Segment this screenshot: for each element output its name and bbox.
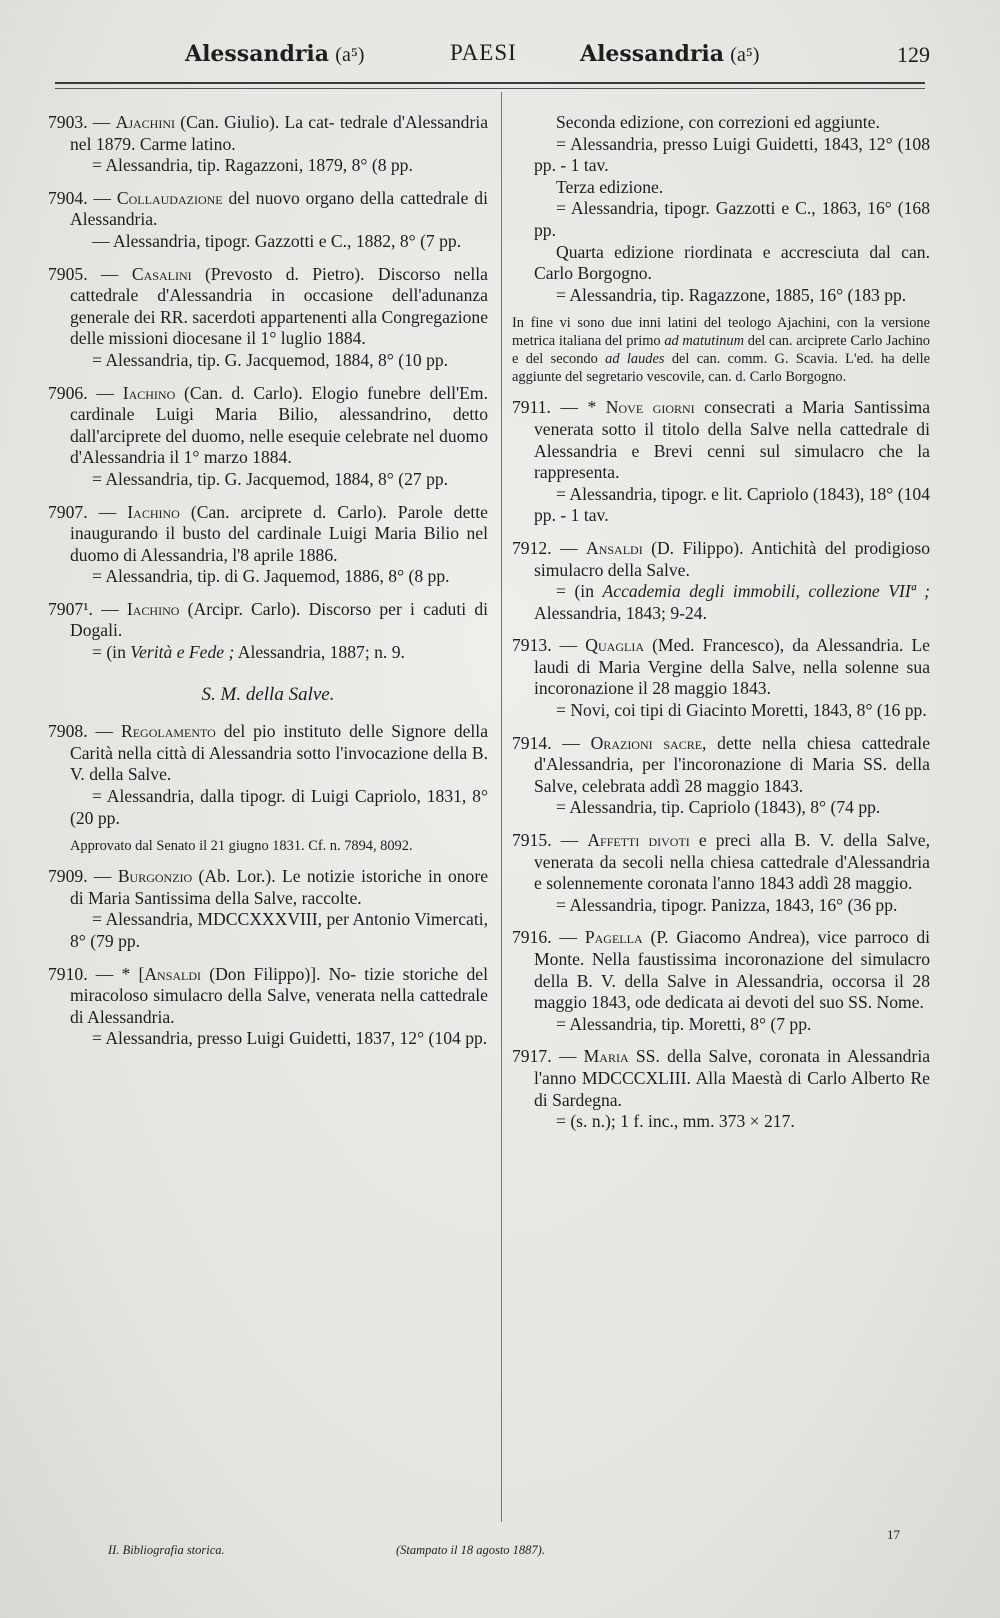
entry-imprint: = (s. n.); 1 f. inc., mm. 373 × 217. [556,1111,795,1132]
entry-7909 [48,866,488,952]
footer-section-label: II. Bibliografia storica. [108,1543,225,1557]
entry-7917 [512,1046,930,1132]
entry-imprint: = Alessandria, tipogr. Panizza, 1843, 16° (36 pp. [556,894,898,915]
entry-text [512,927,930,1013]
entry-imprint: = Alessandria, MDCCXXXVIII, per Antonio Vimercati, 8° (79 pp. [70,909,488,951]
entry-imprint: = Alessandria, presso Luigi Guidetti, 1843, 12° (108 pp. - 1 tav. [534,133,930,176]
entry-imprint [48,642,488,664]
entry-author: Affetti divoti [587,830,690,851]
entry-author: Pagella [584,927,643,948]
entry-imprint: — Alessandria, tipogr. Gazzotti e C., 1882, 8° (7 pp. [92,230,462,251]
header-right-title: Alessandria [580,41,725,67]
entry-text [48,383,488,469]
entry-title-start: (Prevosto d. Pietro). [204,263,365,284]
entry-7905 [48,264,488,372]
entry-number: 7916. — [512,927,578,948]
left-column [48,112,488,1061]
entry-author: Collaudazione [116,187,223,208]
entry-title-start: (Can. d. Carlo). Elogio [184,382,359,403]
entry-author: Iachino [126,598,180,619]
entry-title-rest: tedrale d'Alessandria nel 1879. Carme latino. [70,112,489,154]
entry-imprint: = Alessandria, tip. di G. Jaquemod, 1886, 8° (8 pp. [92,566,450,587]
entry-imprint: = Alessandria, tip. G. Jacquemod, 1884, 8° (10 pp. [92,349,449,370]
entry-title-start: (Don Filippo)]. No- [209,963,357,984]
entry-imprint: = Alessandria, tip. G. Jacquemod, 1884, 8° (27 pp. [92,468,449,489]
entry-number: 7909. — [48,866,112,887]
entry-text [48,188,488,231]
entry-title-rest: Santissima venerata sotto il titolo della Salve nella cattedrale di Alessandria e Brevi cenni sul simulacro che la rappresenta. [534,397,931,483]
entry-note: Approvato dal Senato il 21 giugno 1831. Cf. n. 7894, 8092. [70,838,413,855]
entry-text [48,264,488,350]
entry-imprint: = Alessandria, tip. Ragazzoni, 1879, 8° (8 pp. [92,155,413,176]
entry-number: 7903. — [48,112,111,132]
entry-author: Maria [583,1046,629,1067]
entry-author: Ansaldi [585,537,643,558]
entry-title-rest: in Alessandria l'anno MDCCCXLIII. Alla Maestà di Carlo Alberto Re di Sardegna. [534,1046,931,1110]
page-number: 129 [897,42,930,67]
entry-text [512,397,930,483]
entry-title-start: (Can. Giulio). La cat- [180,112,335,132]
entry-imprint: = Alessandria, tipogr. Gazzotti e C., 1863, 16° (168 pp. [534,198,930,240]
header-rule-thin [55,88,925,89]
header-right [580,40,759,68]
entry-number: 7913. — [512,635,578,656]
entry-imprint: = Alessandria, tip. Moretti, 8° (7 pp. [556,1013,812,1034]
note-italic: ad matutinum [664,333,744,350]
edition-statement: Terza edizione. [556,176,664,197]
entry-7907-1 [48,599,488,664]
footer-signature-mark: 17 [887,1527,900,1542]
entry-title-rest: vice parroco di Monte. Nella faustissima incoronazione del simulacro della B. V. della Salve in Alessandria, occorsa il 28 maggio 1843, ode dedicata ai devoti del suo SS. Nome. [534,927,931,1013]
entry-title-rest: Discorso nella cattedrale d'Alessandria in occasione dell'adunanza generale dei RR. sacerdoti appartenenti alla Congregazione delle missioni diocesane il 1° luglio 1884. [70,263,488,349]
entry-7906 [48,383,488,491]
entry-imprint: = Alessandria, tip. Ragazzone, 1885, 16° (183 pp. [556,284,907,305]
entry-title-start: (Can. arciprete d. Carlo). [190,501,387,522]
entry-title-rest: del prodigioso simulacro della Salve. [534,537,931,580]
entry-text [512,1046,930,1111]
entry-title-start: del pio instituto delle [223,721,384,742]
entry-title-start: dette nella chiesa [717,732,851,753]
entry-author: Nove giorni [605,397,695,418]
entry-title-start: consecrati a Maria [704,397,845,418]
header-right-sup: (a⁵) [730,44,760,66]
entry-title-rest: Signore della Carità nella città di Alessandria sotto l'invocazione della B. V. della Salve. [70,721,489,785]
entry-author: Quaglia [585,635,644,656]
entry-imprint: = Novi, coi tipi di Giacinto Moretti, 1843, 8° (16 pp. [556,700,927,721]
imprint-periodical: Verità e Fede ; [130,642,235,663]
entry-text [48,964,488,1029]
note-text: In fine vi sono due inni latini del teologo Ajachini, con la versione metrica italiana del primo [512,315,930,350]
entry-imprint: = Alessandria, tipogr. e lit. Capriolo (1843), 18° (104 pp. - 1 tav. [534,483,930,526]
entry-text [512,538,930,581]
entry-text [512,830,930,895]
entry-7916 [512,927,930,1035]
imprint-prefix: = (in [92,642,126,663]
right-column [512,112,930,1144]
entry-7904 [48,188,488,253]
entry-title-rest: della cattedrale di Alessandria. [70,187,488,230]
entry-number: 7907. — [48,501,117,522]
imprint-suffix: Alessandria, 1887; n. 9. [237,642,405,663]
column-divider [501,92,502,1522]
entry-number: 7904. — [48,187,112,208]
entry-number: 7907¹. — [48,598,119,619]
note-text: del can. arciprete Carlo Jachino e del secondo [512,333,930,368]
entry-imprint: = Alessandria, presso Luigi Guidetti, 1837, 12° (104 pp. [92,1028,488,1049]
entry-author: Burgonzio [117,866,193,887]
entry-number: 7908. — [48,721,114,742]
footer-print-date: (Stampato il 18 agosto 1887). [396,1543,545,1557]
entry-number: 7905. — [48,263,119,284]
imprint-suffix: Alessandria, 1843; 9-24. [534,602,707,623]
entry-text [48,721,488,786]
entry-7908 [48,721,488,855]
note-text: del can. comm. G. Scavia. L'ed. ha delle aggiunte del segretario vescovile, can. d. Carlo Borgogno. [512,351,930,386]
entry-text [512,733,930,798]
entry-author: Orazioni sacre, [590,732,707,753]
entry-author: Ajachini [115,112,176,132]
header-rule [55,82,925,84]
entry-title-start: del nuovo organo [228,187,355,208]
entry-title-rest: istoriche in onore di Maria Santissima della Salve, raccolte. [70,866,489,908]
entry-author: Casalini [131,263,192,284]
entry-number: 7912. — [512,537,578,558]
entry-title-start: (P. Giacomo Andrea), [650,927,810,948]
entry-7911 [512,397,930,527]
entry-author: [Ansaldi [138,963,202,984]
entry-7915 [512,830,930,916]
entry-title-start: (Ab. Lor.). Le notizie [198,866,355,887]
entry-text [48,599,488,642]
header-left [185,40,364,68]
entry-7913 [512,635,930,721]
entry-imprint [512,581,930,624]
header-left-title: Alessandria [185,41,330,67]
entry-title-rest: della Salve, venerata da secoli nella chiesa cattedrale d'Alessandria e solennemente coronata l'anno 1843 addì 28 maggio. [534,830,931,894]
entry-title-rest: Alessandria. Le laudi di Maria Vergine della Salve, nella solenne sua incoronazione il 28 maggio 1843. [534,635,930,699]
entry-7903 [48,112,488,177]
entry-number: 7911. — * [512,397,597,418]
edition-statement: Quarta edizione riordinata e accresciuta dal can. Carlo Borgogno. [534,241,930,284]
entry-text [48,502,488,567]
entry-number: 7915. — [512,830,579,851]
entry-author: Iachino [122,382,176,403]
entry-imprint: = Alessandria, tip. Capriolo (1843), 8° (74 pp. [556,797,881,818]
imprint-periodical: Accademia degli immobili, collezione VIIª ; [602,581,930,602]
entry-number: 7906. — [48,382,114,403]
entry-title-rest: tizie storiche del miracoloso simulacro della Salve, venerata nella cattedrale di Alessandria. [70,963,488,1027]
entry-7912 [512,538,930,624]
running-header [185,40,930,80]
entry-text [512,635,930,700]
entry-7910-continued [512,112,930,386]
header-left-sup: (a⁵) [335,44,365,66]
note-italic: ad laudes [605,351,665,368]
entry-title-start: SS. della Salve, coronata [635,1046,820,1067]
entry-title-start: (Arcipr. Carlo). Discorso [187,598,372,619]
entry-7914 [512,733,930,819]
entry-7907 [48,502,488,588]
entry-number: 7917. — [512,1046,577,1067]
entry-title-rest: cattedrale d'Alessandria, per l'incoronazione di Maria SS. della Salve, celebrata addì 28 maggio 1843. [534,732,931,796]
entry-author: Regolamento [120,721,216,742]
imprint-prefix: = (in [556,581,594,602]
entry-7910 [48,964,488,1050]
entry-title-rest: Parole dette inaugurando il busto del cardinale Luigi Maria Bilio nel duomo di Alessandria, l'8 aprile 1886. [70,501,488,565]
entry-imprint: = Alessandria, dalla tipogr. di Luigi Capriolo, 1831, 8° (20 pp. [70,786,488,828]
entry-title-start: (Med. Francesco), da [652,635,809,656]
entry-title-rest: funebre dell'Em. cardinale Luigi Maria Bilio, alessandrino, detto dall'arciprete del duomo, nelle esequie celebrate nel duomo d'Alessandria il 1° marzo 1884. [70,382,488,468]
entry-title-start: (D. Filippo). Antichità [651,537,817,558]
entry-title-rest: per i caduti di Dogali. [70,598,489,641]
entry-author: Iachino [127,501,180,522]
entry-title-start: e preci alla B. V. [698,830,835,851]
section-heading: S. M. della Salve. [201,683,335,705]
entry-number: 7910. — * [48,963,131,984]
entry-number: 7914. — [512,732,580,753]
entry-note [512,314,930,386]
edition-statement: Seconda edizione, con correzioni ed aggiunte. [556,112,880,132]
header-center: PAESI [450,40,517,65]
entry-text [48,112,488,155]
entry-text [48,866,488,909]
